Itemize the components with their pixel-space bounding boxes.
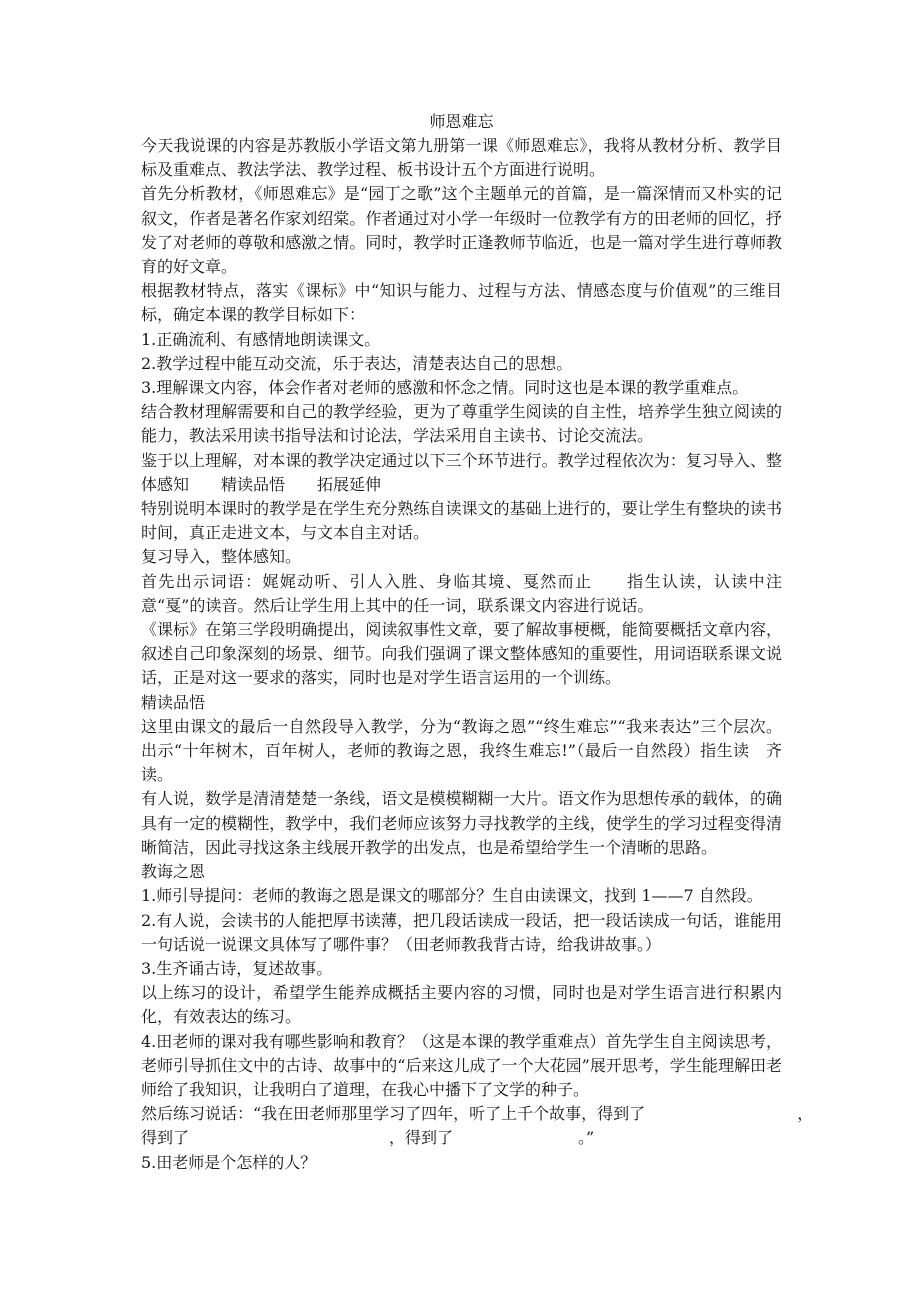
document-body xyxy=(141,110,814,1175)
body-paragraph: 首先出示词语：娓娓动听、引人入胜、身临其境、戛然而止 指生认读，认读中注意“戛”的读音。然后让学生用上其中的任一词，联系课文内容进行说话。 xyxy=(141,571,782,615)
objective-item: 1.正确流利、有感情地朗读课文。 xyxy=(141,329,381,349)
fill-in-end: 。” xyxy=(578,1128,595,1148)
objective-item: 2.教学过程中能互动交流，乐于表达，清楚表达自己的思想。 xyxy=(141,353,573,373)
fill-in-line-2 xyxy=(141,1126,782,1150)
textbook-analysis-paragraph: 首先分析教材，《师恩难忘》是“园丁之歌”这个主题单元的首篇，是一篇深情而又朴实的记叙文，作者是著名作家刘绍棠。作者通过对小学一年级时一位教学有方的田老师的回忆，抒发了对老师的尊敬和感激之情。同时，教学时正逢教师节临近，也是一篇对学生进行尊师教育的好文章。 xyxy=(141,184,782,277)
fill-in-blank xyxy=(453,1127,578,1143)
body-paragraph: 《课标》在第三学段明确提出，阅读叙事性文章，要了解故事梗概，能简要概括文章内容，叙述自己印象深刻的场景、细节。向我们强调了课文整体感知的重要性，用词语联系课文说话，正是对这一要求的落实，同时也是对学生语言运用的一个训练。 xyxy=(141,620,782,688)
objective-item: 3.理解课文内容，体会作者对老师的感激和怀念之情。同时这也是本课的教学重难点。 xyxy=(141,378,749,398)
intro-paragraph: 今天我说课的内容是苏教版小学语文第九册第一课《师恩难忘》，我将从教材分析、教学目标及重难点、教法学法、教学过程、板书设计五个方面进行说明。 xyxy=(141,136,782,180)
fill-in-prompt: 然后练习说话：“我在田老师那里学习了四年，听了上千个故事，得到了 xyxy=(141,1104,646,1124)
step-item: 4.田老师的课对我有哪些影响和教育？（这是本课的教学重难点）首先学生自主阅读思考，老师引导抓住文中的古诗、故事中的“后来这儿成了一个大花园”展开思考，学生能理解田老师给了我知识，让我明白了道理，在我心中播下了文学的种子。 xyxy=(141,1031,782,1099)
section-heading: 精读品悟 xyxy=(141,692,206,712)
process-overview-paragraph: 鉴于以上理解，对本课的教学决定通过以下三个环节进行。教学过程依次为：复习导入、整体感知 精读品悟 拓展延伸 xyxy=(141,450,782,494)
step-item: 2.有人说，会读书的人能把厚书读薄，把几段话读成一段话，把一段话读成一句话，谁能用一句话说一说课文具体写了哪件事？（田老师教我背古诗，给我讲故事。） xyxy=(141,910,782,954)
fill-in-lead: 得到了 xyxy=(141,1128,190,1148)
body-paragraph: 这里由课文的最后一自然段导入教学，分为“教诲之恩”“终生难忘”“我来表达”三个层次。出示“十年树木，百年树人，老师的教诲之恩，我终生难忘!”（最后一自然段）指生读 齐读。 xyxy=(141,716,782,785)
section-heading: 复习导入，整体感知。 xyxy=(141,547,302,567)
step-item: 1.师引导提问：老师的教诲之恩是课文的哪部分？生自由读课文，找到 1——7 自然段。 xyxy=(141,886,763,906)
body-paragraph: 有人说，数学是清清楚楚一条线，语文是模模糊糊一大片。语文作为思想传承的载体，的确具有一定的模糊性，教学中，我们老师应该努力寻找教学的主线，使学生的学习过程变得清晰简洁，因此寻找这条主线展开教学的出发点，也是希望给学生一个清晰的思路。 xyxy=(141,789,782,857)
document-title: 师恩难忘 xyxy=(429,112,494,131)
fill-in-exercise xyxy=(141,1102,814,1150)
fill-in-blank xyxy=(189,1127,389,1143)
step-item: 3.生齐诵古诗，复述故事。 xyxy=(141,958,333,978)
fill-in-separator: ，得到了 xyxy=(389,1128,454,1148)
fill-in-blank xyxy=(645,1103,797,1119)
note-paragraph: 特别说明本课时的教学是在学生充分熟练自读课文的基础上进行的，要让学生有整块的读书时间，真正走进文本，与文本自主对话。 xyxy=(141,499,782,543)
section-heading: 教诲之恩 xyxy=(141,862,206,882)
fill-in-separator: ， xyxy=(797,1104,814,1124)
method-paragraph: 结合教材理解需要和自己的教学经验，更为了尊重学生阅读的自主性，培养学生独立阅读的能力，教法采用读书指导法和讨论法，学法采用自主读书、讨论交流法。 xyxy=(141,402,782,446)
fill-in-line-1 xyxy=(141,1102,814,1126)
objectives-intro-paragraph: 根据教材特点，落实《课标》中“知识与能力、过程与方法、情感态度与价值观”的三维目标，确定本课的教学目标如下： xyxy=(141,281,782,325)
step-item: 5.田老师是个怎样的人？ xyxy=(141,1152,317,1172)
body-paragraph: 以上练习的设计，希望学生能养成概括主要内容的习惯，同时也是对学生语言进行积累内化，有效表达的练习。 xyxy=(141,983,782,1027)
